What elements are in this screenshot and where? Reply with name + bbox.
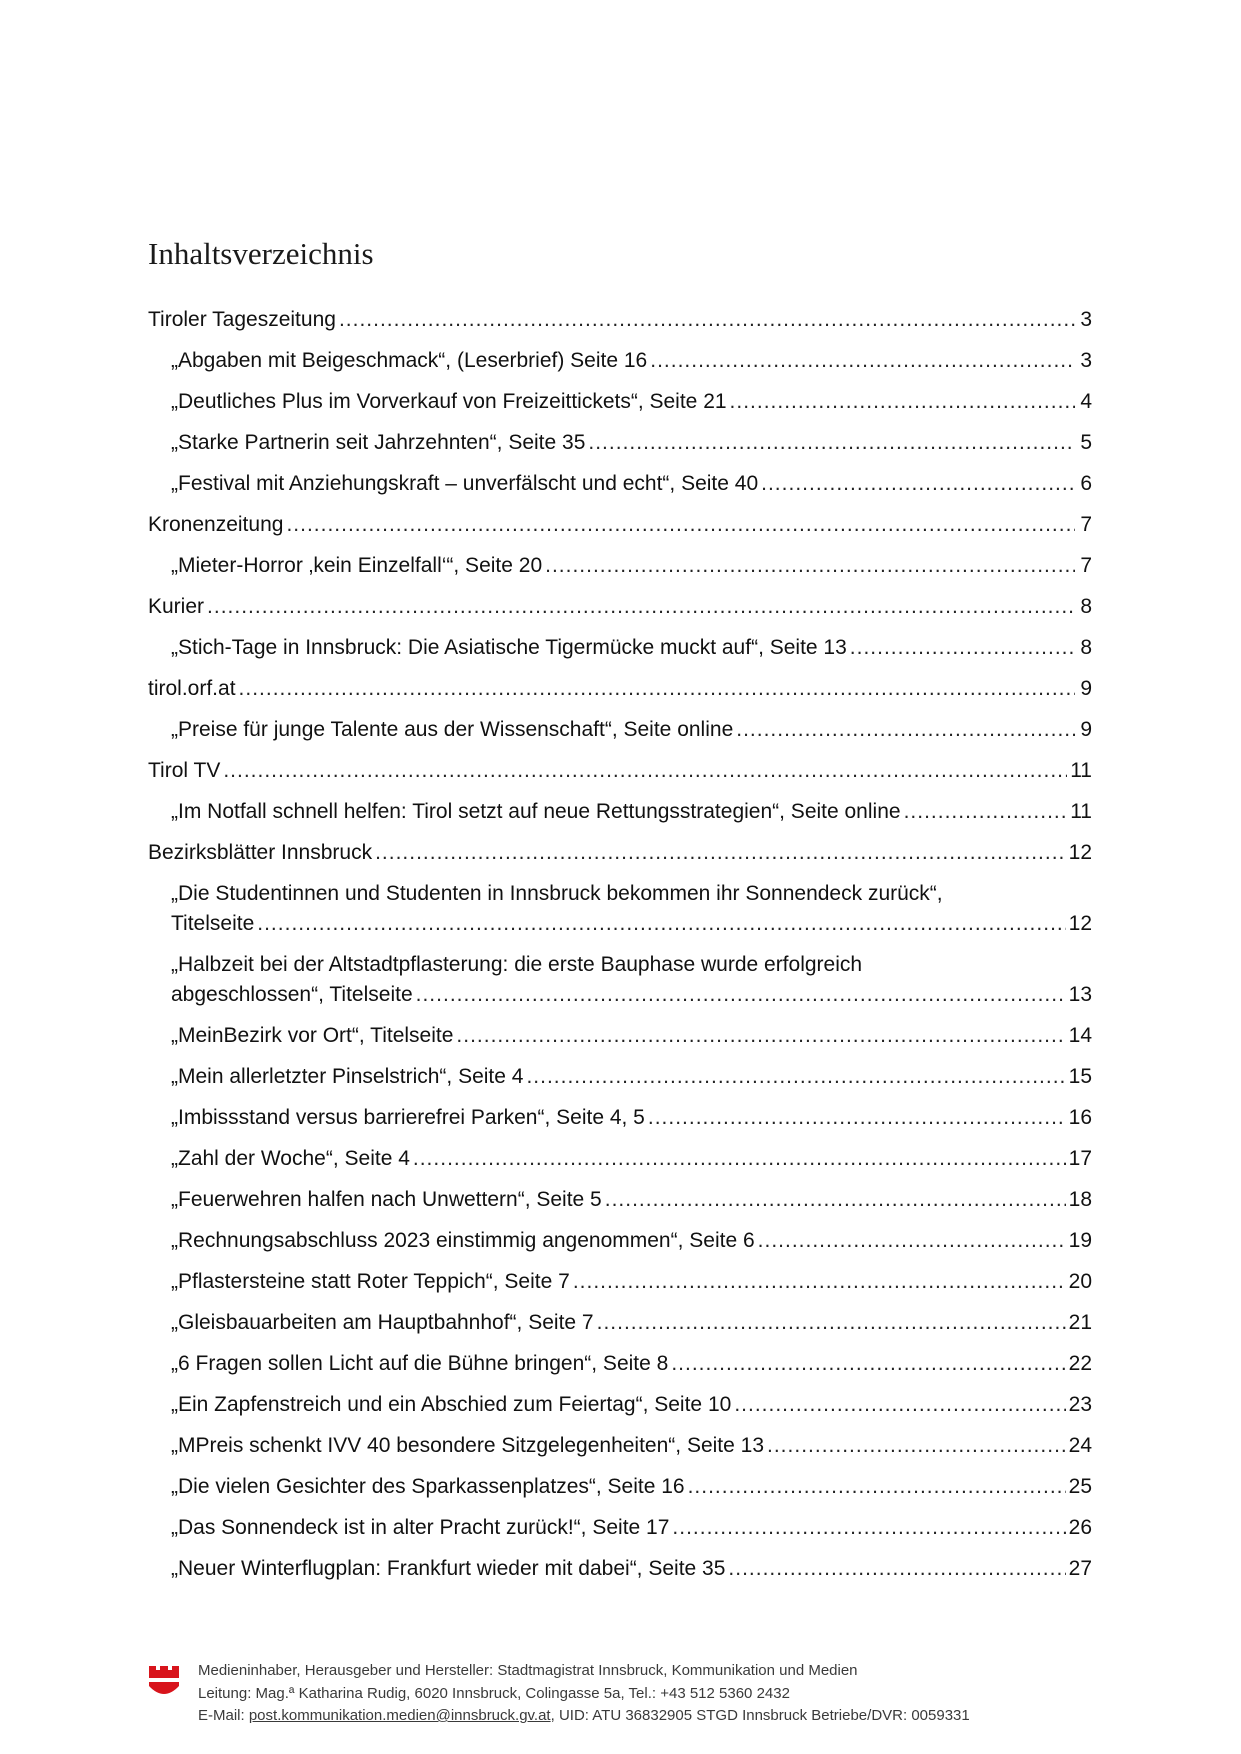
toc-dot-leader xyxy=(648,1103,1066,1133)
toc-entry-title: „MPreis schenkt IVV 40 besondere Sitzgelegenheiten“, Seite 13 xyxy=(171,1434,765,1457)
toc-page-number: 12 xyxy=(1068,841,1092,864)
toc-dot-leader xyxy=(375,838,1066,868)
toc-article[interactable] xyxy=(148,1554,1092,1584)
toc-dot-leader xyxy=(767,1431,1066,1461)
toc-dot-leader xyxy=(672,1513,1065,1543)
toc-article[interactable] xyxy=(148,551,1092,581)
table-of-contents xyxy=(148,305,1092,1595)
email-link[interactable]: post.kommunikation.medien@innsbruck.gv.at xyxy=(248,1707,551,1724)
toc-entry-title: Tiroler Tageszeitung xyxy=(148,308,336,331)
toc-page-number: 12 xyxy=(1068,912,1092,935)
toc-entry-title: „Die vielen Gesichter des Sparkassenplatzes“, Seite 16 xyxy=(171,1475,685,1498)
toc-entry-title: Tirol TV xyxy=(148,759,221,782)
toc-page-number: 7 xyxy=(1080,554,1092,577)
innsbruck-logo-icon xyxy=(148,1664,180,1698)
toc-entry-title: „Starke Partnerin seit Jahrzehnten“, Seite 35 xyxy=(171,431,586,454)
toc-dot-leader xyxy=(597,1308,1066,1338)
toc-page-number: 11 xyxy=(1070,800,1092,823)
toc-page-number: 18 xyxy=(1068,1188,1092,1211)
toc-entry-title: „Pflastersteine statt Roter Teppich“, Seite 7 xyxy=(171,1270,570,1293)
toc-dot-leader xyxy=(850,633,1075,663)
toc-entry-title: Kronenzeitung xyxy=(148,513,284,536)
toc-page-number: 7 xyxy=(1080,513,1092,536)
toc-article[interactable] xyxy=(148,1062,1092,1092)
toc-article[interactable] xyxy=(148,346,1092,376)
toc-article[interactable] xyxy=(148,879,1092,939)
toc-dot-leader xyxy=(730,387,1075,417)
toc-entry-title: Kurier xyxy=(148,595,205,618)
toc-dot-leader xyxy=(734,1390,1065,1420)
toc-page-number: 6 xyxy=(1080,472,1092,495)
toc-dot-leader xyxy=(416,980,1066,1010)
toc-entry-title: „Deutliches Plus im Vorverkauf von Freizeittickets“, Seite 21 xyxy=(171,390,727,413)
toc-dot-leader xyxy=(207,592,1075,622)
toc-dot-leader xyxy=(671,1349,1065,1379)
toc-section[interactable] xyxy=(148,674,1092,704)
toc-page-number: 8 xyxy=(1080,636,1092,659)
toc-article[interactable] xyxy=(148,387,1092,417)
toc-article[interactable] xyxy=(148,797,1092,827)
toc-dot-leader xyxy=(904,797,1068,827)
toc-page-number: 9 xyxy=(1080,677,1092,700)
toc-dot-leader xyxy=(456,1021,1065,1051)
toc-dot-leader xyxy=(758,1226,1066,1256)
toc-entry-title: „MeinBezirk vor Ort“, Titelseite xyxy=(171,1024,454,1047)
toc-page-number: 20 xyxy=(1068,1270,1092,1293)
toc-article[interactable] xyxy=(148,1308,1092,1338)
toc-section[interactable] xyxy=(148,592,1092,622)
toc-article[interactable] xyxy=(148,1021,1092,1051)
toc-page-number: 4 xyxy=(1080,390,1092,413)
toc-page-number: 3 xyxy=(1080,349,1092,372)
toc-dot-leader xyxy=(736,715,1075,745)
toc-entry-title: „Neuer Winterflugplan: Frankfurt wieder mit dabei“, Seite 35 xyxy=(171,1557,726,1580)
toc-dot-leader xyxy=(588,428,1075,458)
toc-dot-leader xyxy=(728,1554,1065,1584)
toc-section[interactable] xyxy=(148,305,1092,335)
toc-article[interactable] xyxy=(148,1103,1092,1133)
toc-article[interactable] xyxy=(148,950,1092,1010)
footer-line-management: Leitung: Mag.ª Katharina Rudig, 6020 Innsbruck, Colingasse 5a, Tel.: +43 512 5360 2432 xyxy=(198,1684,790,1702)
toc-dot-leader xyxy=(257,909,1065,939)
toc-article[interactable] xyxy=(148,1513,1092,1543)
toc-dot-leader xyxy=(286,510,1075,540)
toc-dot-leader xyxy=(761,469,1075,499)
toc-section[interactable] xyxy=(148,510,1092,540)
toc-article[interactable] xyxy=(148,1144,1092,1174)
toc-page-number: 15 xyxy=(1068,1065,1092,1088)
toc-entry-title: „Abgaben mit Beigeschmack“, (Leserbrief) Seite 16 xyxy=(171,349,648,372)
toc-article[interactable] xyxy=(148,633,1092,663)
toc-dot-leader xyxy=(223,756,1067,786)
toc-dot-leader xyxy=(688,1472,1066,1502)
toc-entry-title: „6 Fragen sollen Licht auf die Bühne bringen“, Seite 8 xyxy=(171,1352,669,1375)
toc-entry-title: „Das Sonnendeck ist in alter Pracht zurück!“, Seite 17 xyxy=(171,1516,670,1539)
toc-entry-title: „Mein allerletzter Pinselstrich“, Seite 4 xyxy=(171,1065,524,1088)
toc-page-number: 25 xyxy=(1068,1475,1092,1498)
toc-entry-title-line1: „Die Studentinnen und Studenten in Innsbruck bekommen ihr Sonnendeck zurück“, xyxy=(171,882,943,905)
toc-section[interactable] xyxy=(148,756,1092,786)
toc-page-number: 17 xyxy=(1068,1147,1092,1170)
toc-entry-title: „Festival mit Anziehungskraft – unverfälscht und echt“, Seite 40 xyxy=(171,472,759,495)
toc-dot-leader xyxy=(413,1144,1066,1174)
toc-page-number: 22 xyxy=(1068,1352,1092,1375)
toc-dot-leader xyxy=(573,1267,1066,1297)
toc-page-number: 21 xyxy=(1068,1311,1092,1334)
toc-dot-leader xyxy=(605,1185,1066,1215)
toc-entry-title: „Imbissstand versus barrierefrei Parken“, Seite 4, 5 xyxy=(171,1106,645,1129)
toc-entry-title: abgeschlossen“, Titelseite xyxy=(171,983,413,1006)
toc-page-number: 5 xyxy=(1080,431,1092,454)
toc-entry-title-line1: „Halbzeit bei der Altstadtpflasterung: die erste Bauphase wurde erfolgreich xyxy=(171,953,863,976)
toc-article[interactable] xyxy=(148,1349,1092,1379)
toc-page-number: 9 xyxy=(1080,718,1092,741)
toc-entry-title: Bezirksblätter Innsbruck xyxy=(148,841,373,864)
toc-article[interactable] xyxy=(148,428,1092,458)
toc-dot-leader xyxy=(339,305,1075,335)
toc-entry-title: „Ein Zapfenstreich und ein Abschied zum Feiertag“, Seite 10 xyxy=(171,1393,732,1416)
toc-entry-title: „Zahl der Woche“, Seite 4 xyxy=(171,1147,410,1170)
toc-entry-title: „Im Notfall schnell helfen: Tirol setzt auf neue Rettungsstrategien“, Seite online xyxy=(171,800,901,823)
toc-page-number: 24 xyxy=(1068,1434,1092,1457)
toc-article[interactable] xyxy=(148,715,1092,745)
toc-entry-title: „Rechnungsabschluss 2023 einstimmig angenommen“, Seite 6 xyxy=(171,1229,755,1252)
toc-entry-title: „Feuerwehren halfen nach Unwettern“, Seite 5 xyxy=(171,1188,602,1211)
toc-article[interactable] xyxy=(148,469,1092,499)
toc-page-number: 13 xyxy=(1068,983,1092,1006)
toc-page-number: 3 xyxy=(1080,308,1092,331)
toc-entry-title: „Preise für junge Talente aus der Wissenschaft“, Seite online xyxy=(171,718,734,741)
toc-page-number: 8 xyxy=(1080,595,1092,618)
toc-entry-title: tirol.orf.at xyxy=(148,677,236,700)
footer-line-contact: E-Mail: post.kommunikation.medien@innsbruck.gv.at, UID: ATU 36832905 STGD Innsbruck Betriebe/DVR: 0059331 xyxy=(198,1707,970,1724)
toc-page-number: 23 xyxy=(1068,1393,1092,1416)
toc-section[interactable] xyxy=(148,838,1092,868)
toc-article[interactable] xyxy=(148,1390,1092,1420)
toc-page-number: 27 xyxy=(1068,1557,1092,1580)
toc-article[interactable] xyxy=(148,1267,1092,1297)
toc-page-number: 16 xyxy=(1068,1106,1092,1129)
toc-article[interactable] xyxy=(148,1185,1092,1215)
page-title: Inhaltsverzeichnis xyxy=(148,236,374,271)
toc-article[interactable] xyxy=(148,1431,1092,1461)
toc-entry-title: „Gleisbauarbeiten am Hauptbahnhof“, Seite 7 xyxy=(171,1311,594,1334)
toc-page-number: 26 xyxy=(1068,1516,1092,1539)
toc-article[interactable] xyxy=(148,1226,1092,1256)
toc-page-number: 14 xyxy=(1068,1024,1092,1047)
toc-page-number: 19 xyxy=(1068,1229,1092,1252)
toc-dot-leader xyxy=(239,674,1075,704)
toc-dot-leader xyxy=(545,551,1075,581)
toc-entry-title: „Stich-Tage in Innsbruck: Die Asiatische Tigermücke muckt auf“, Seite 13 xyxy=(171,636,847,659)
toc-dot-leader xyxy=(526,1062,1065,1092)
toc-dot-leader xyxy=(650,346,1075,376)
toc-entry-title: Titelseite xyxy=(171,912,255,935)
toc-article[interactable] xyxy=(148,1472,1092,1502)
toc-entry-title: „Mieter-Horror ‚kein Einzelfall‘“, Seite 20 xyxy=(171,554,543,577)
footer-line-publisher: Medieninhaber, Herausgeber und Hersteller: Stadtmagistrat Innsbruck, Kommunikation und Medien xyxy=(198,1662,858,1679)
toc-page-number: 11 xyxy=(1070,759,1092,782)
